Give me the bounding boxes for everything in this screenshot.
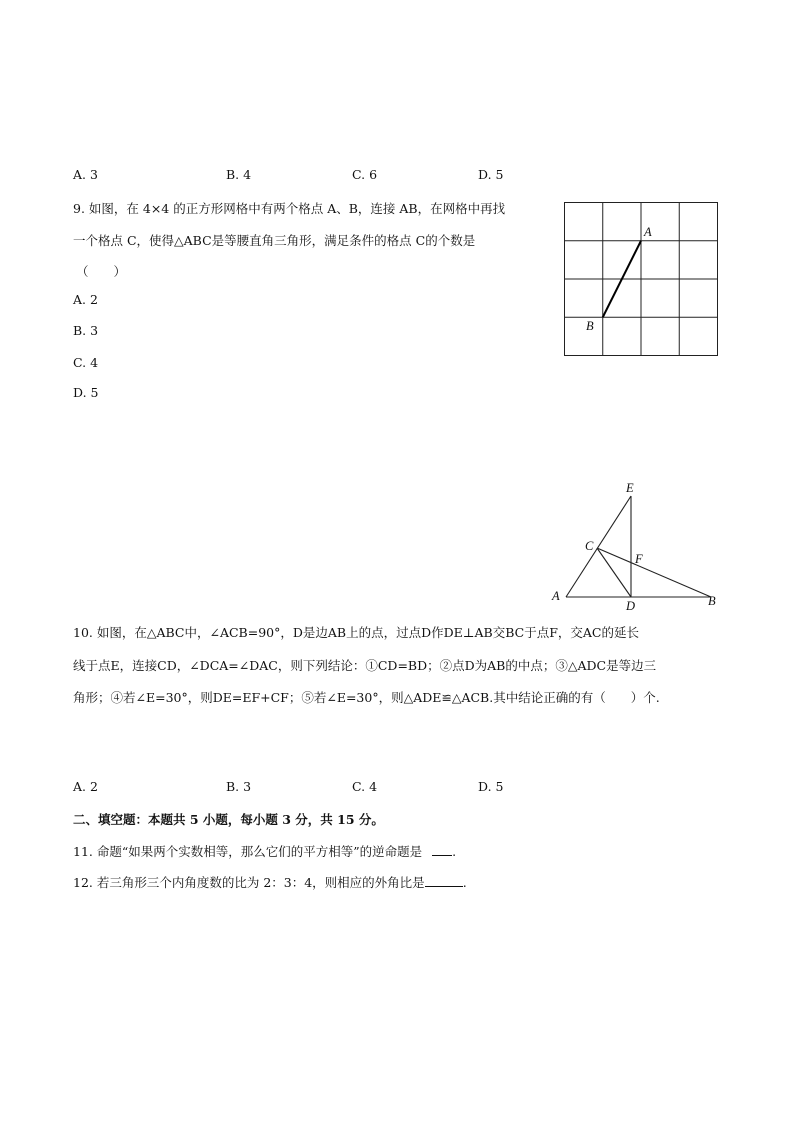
q9-answer-paren: （ ） <box>76 264 127 279</box>
q10-triangle-figure <box>545 478 725 613</box>
q11-end: . <box>452 844 457 859</box>
label-d: D <box>626 599 636 613</box>
q12-stem <box>73 873 467 891</box>
label-b: B <box>708 594 716 608</box>
q10-option-a: A. 2 <box>73 779 98 794</box>
q11-stem <box>73 842 456 860</box>
q9-grid-figure <box>560 198 725 361</box>
q10-option-b: B. 3 <box>226 779 252 794</box>
q11-text: 11. 命题“如果两个实数相等，那么它们的平方相等”的逆命题是 <box>73 844 423 859</box>
q9-option-d: D. 5 <box>73 385 99 400</box>
q12-text: 12. 若三角形三个内角度数的比为 2：3：4，则相应的外角比是 <box>73 875 425 890</box>
q10-stem-line3: 角形；④若∠E=30°，则DE=EF+CF；⑤若∠E=30°，则△ADE≌△ACB.其中结论正确的有（ ）个. <box>73 690 660 705</box>
q10-stem-line1: 10. 如图，在△ABC中，∠ACB=90°，D是边AB上的点，过点D作DE⊥AB交BC于点F，交AC的延长 <box>73 625 639 640</box>
q9-stem-line1: 9. 如图，在 4×4 的正方形网格中有两个格点 A、B，连接 AB，在网格中再找 <box>73 201 506 216</box>
label-f: F <box>635 552 643 566</box>
grid-label-a: A <box>644 225 652 239</box>
q8-option-c: C. 6 <box>352 167 378 182</box>
q9-option-b: B. 3 <box>73 323 99 338</box>
q10-option-d: D. 5 <box>478 779 504 794</box>
q9-option-a: A. 2 <box>73 292 98 307</box>
label-c: C <box>585 539 594 553</box>
label-a: A <box>552 589 560 603</box>
q8-option-a: A. 3 <box>73 167 98 182</box>
label-e: E <box>626 481 634 495</box>
q12-end: . <box>462 875 467 890</box>
q8-option-b: B. 4 <box>226 167 252 182</box>
q9-stem-line2: 一个格点 C，使得△ABC是等腰直角三角形，满足条件的格点 C的个数是 <box>73 233 476 248</box>
q10-stem-line2: 线于点E，连接CD，∠DCA=∠DAC，则下列结论：①CD=BD；②点D为AB的中点；③△ADC是等边三 <box>73 658 657 673</box>
q11-answer-blank <box>432 855 452 856</box>
q8-option-d: D. 5 <box>478 167 504 182</box>
q10-option-c: C. 4 <box>352 779 378 794</box>
q12-answer-blank <box>425 886 463 887</box>
grid-label-b: B <box>586 319 594 333</box>
section-heading-fill-in: 二、填空题：本题共 5 小题，每小题 3 分，共 15 分。 <box>73 812 384 827</box>
q9-option-c: C. 4 <box>73 355 99 370</box>
